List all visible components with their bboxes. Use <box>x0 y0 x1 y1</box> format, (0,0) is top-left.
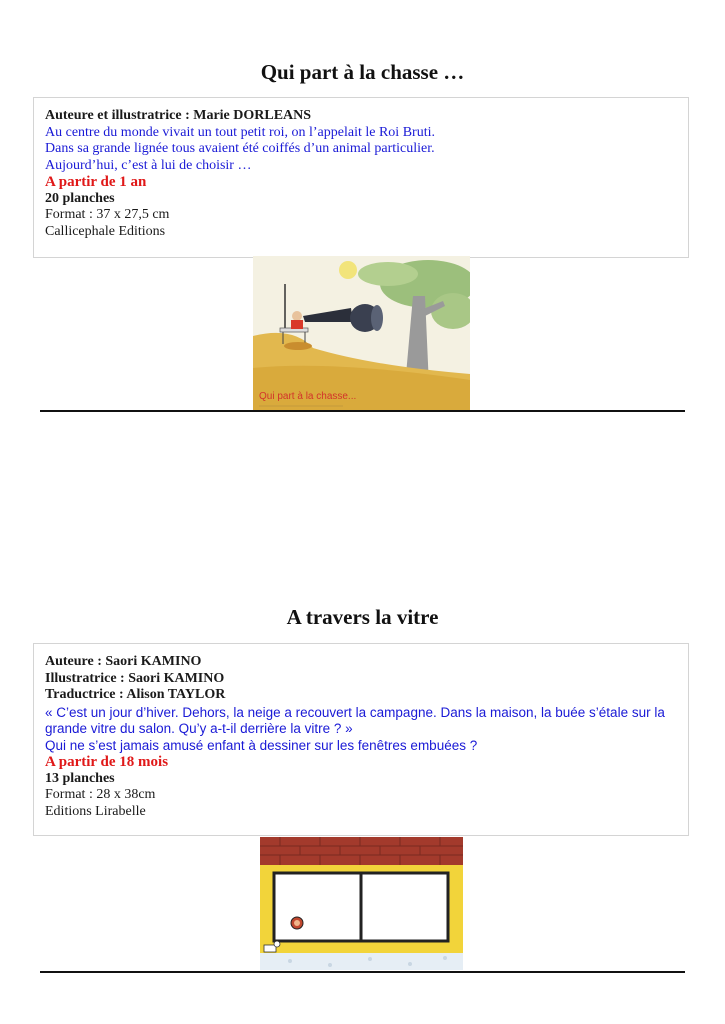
book-format: Format : 37 x 27,5 cm <box>45 207 170 222</box>
plate-count: 13 planches <box>45 770 115 786</box>
section-divider <box>40 971 685 973</box>
summary-line: Dans sa grande lignée tous avaient été coiffés d’un animal particulier. <box>45 141 435 156</box>
book-info-box <box>33 97 689 258</box>
book-cover-image <box>260 837 463 970</box>
book-format: Format : 28 x 38cm <box>45 787 156 802</box>
summary-line: Qui ne s’est jamais amusé enfant à dessiner sur les fenêtres embuées ? <box>45 737 478 753</box>
author-line: Auteure et illustratrice : Marie DORLEANS <box>45 108 312 123</box>
age-range: A partir de 18 mois <box>45 754 169 770</box>
plate-count: 20 planches <box>45 190 115 206</box>
publisher: Editions Lirabelle <box>45 803 146 819</box>
summary-line: Au centre du monde vivait un tout petit roi, on l’appelait le Roi Bruti. <box>45 124 435 140</box>
section-divider <box>40 410 685 412</box>
book-info-box <box>33 643 689 836</box>
age-range: A partir de 1 an <box>45 174 147 190</box>
book-cover-image <box>253 256 470 411</box>
illustrator-line: Illustratrice : Saori KAMINO <box>45 670 225 686</box>
summary-line: « C’est un jour d’hiver. Dehors, la neige a recouvert la campagne. Dans la maison, la buée s’étale sur la grande vitre du salon. Qu’y a-t-il derrière la vitre ? » <box>45 704 665 736</box>
book-title: A travers la vitre <box>286 605 439 629</box>
cover-illustration <box>260 837 463 970</box>
cover-illustration <box>253 256 470 411</box>
book-title: Qui part à la chasse … <box>260 60 465 84</box>
cover-caption: Qui part à la chasse... <box>259 391 357 402</box>
translator-line: Traductrice : Alison TAYLOR <box>45 687 226 702</box>
publisher: Callicephale Editions <box>45 223 166 239</box>
summary-line: Aujourd’hui, c’est à lui de choisir … <box>45 157 252 173</box>
author-line: Auteure : Saori KAMINO <box>45 654 202 669</box>
